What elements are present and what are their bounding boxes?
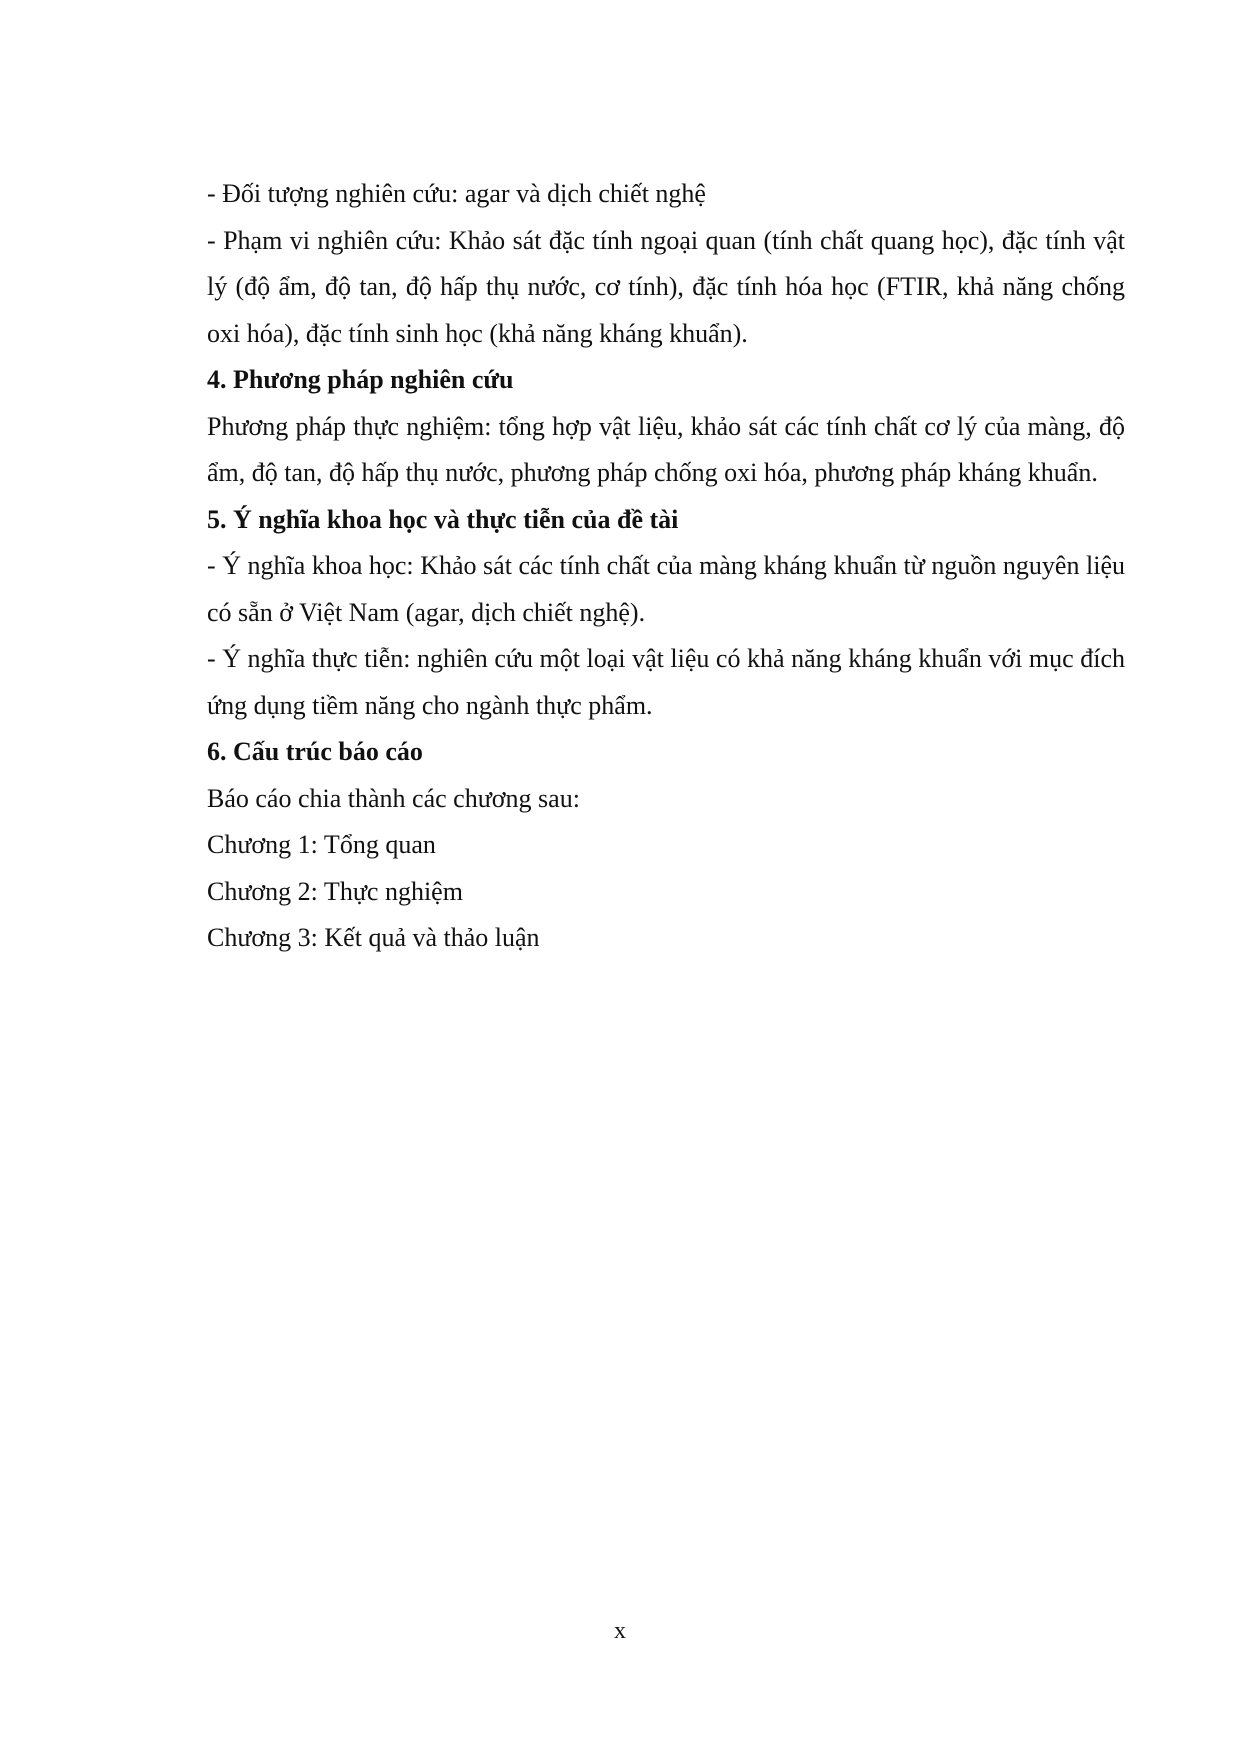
- chapter-1-line: Chương 1: Tổng quan: [207, 830, 436, 859]
- section-heading-methods: 4. Phương pháp nghiên cứu: [207, 365, 514, 394]
- section-heading-structure: 6. Cấu trúc báo cáo: [207, 737, 423, 766]
- section-heading-significance: 5. Ý nghĩa khoa học và thực tiễn của đề tài: [207, 504, 679, 534]
- page-body: [207, 171, 1125, 962]
- practical-significance-paragraph: - Ý nghĩa thực tiễn: nghiên cứu một loại vật liệu có khả năng kháng khuẩn với mục đích ứng dụng tiềm năng cho ngành thực phẩm.: [207, 644, 1125, 720]
- research-scope-paragraph: - Phạm vi nghiên cứu: Khảo sát đặc tính ngoại quan (tính chất quang học), đặc tính vật lý (độ ẩm, độ tan, độ hấp thụ nước, cơ tính), đặc tính hóa học (FTIR, khả năng chống oxi hóa), đặc tính sinh học (khả năng kháng khuẩn).: [207, 225, 1125, 348]
- chapter-3-line: Chương 3: Kết quả và thảo luận: [207, 923, 540, 952]
- methods-paragraph: Phương pháp thực nghiệm: tổng hợp vật liệu, khảo sát các tính chất cơ lý của màng, độ ẩm, độ tan, độ hấp thụ nước, phương pháp chống oxi hóa, phương pháp kháng khuẩn.: [207, 411, 1125, 487]
- chapter-2-line: Chương 2: Thực nghiệm: [207, 876, 463, 906]
- research-object-paragraph: - Đối tượng nghiên cứu: agar và dịch chiết nghệ: [207, 179, 706, 208]
- page-number: x: [614, 1618, 626, 1644]
- structure-intro-paragraph: Báo cáo chia thành các chương sau:: [207, 783, 580, 813]
- scientific-significance-paragraph: - Ý nghĩa khoa học: Khảo sát các tính chất của màng kháng khuẩn từ nguồn nguyên liệu có sẵn ở Việt Nam (agar, dịch chiết nghệ).: [207, 551, 1125, 627]
